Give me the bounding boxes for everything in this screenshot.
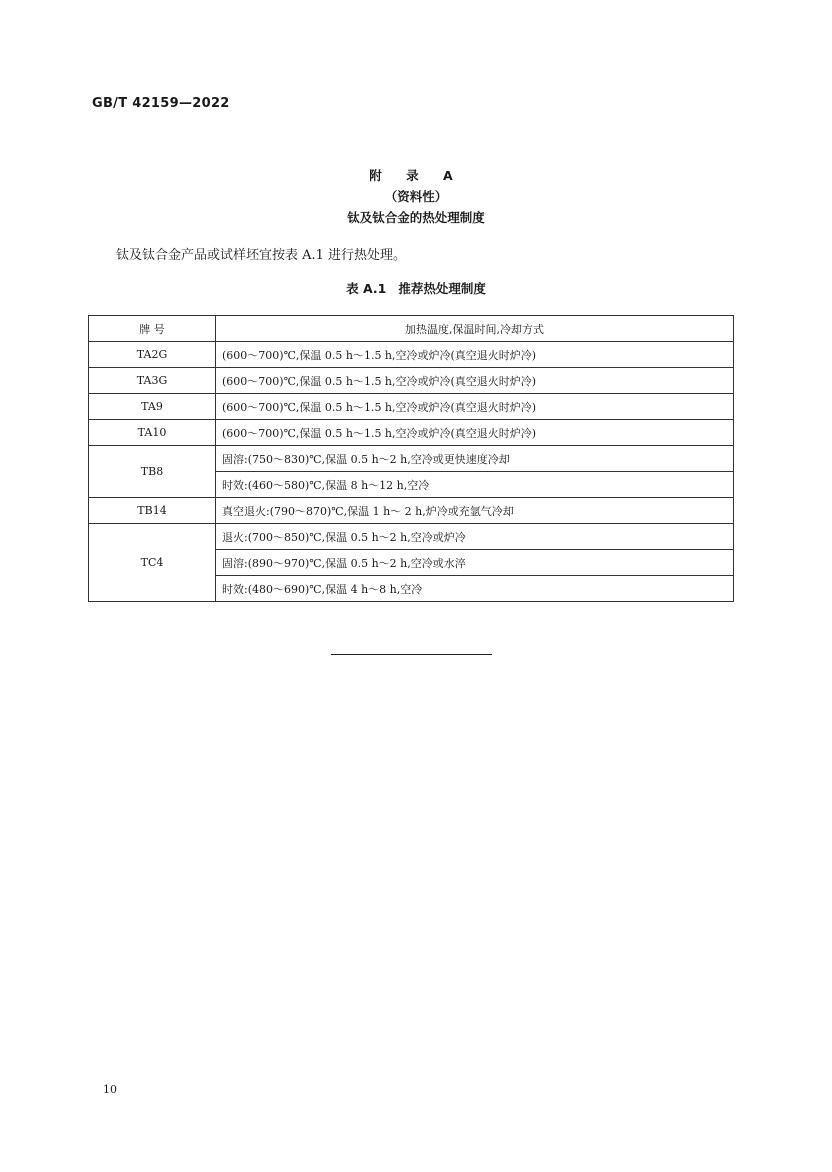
table-caption — [0, 280, 832, 298]
table-row — [89, 446, 734, 472]
table-row — [89, 394, 734, 420]
process-cell: 时效:(480～690)℃,保温 4 h～8 h,空冷 — [216, 576, 734, 602]
grade-cell: TB14 — [89, 498, 216, 524]
table-row — [89, 368, 734, 394]
document-code: GB/T 42159—2022 — [92, 96, 230, 111]
process-cell: (600～700)℃,保温 0.5 h～1.5 h,空冷或炉冷(真空退火时炉冷) — [216, 394, 734, 420]
table-row — [89, 524, 734, 550]
intro-paragraph: 钛及钛合金产品或试样坯宜按表 A.1 进行热处理。 — [116, 248, 407, 263]
table-number: 表 A.1 — [346, 281, 387, 296]
table-row — [89, 342, 734, 368]
process-cell: 时效:(460～580)℃,保温 8 h～12 h,空冷 — [216, 472, 734, 498]
appendix-heading — [0, 165, 832, 228]
end-rule — [331, 654, 492, 655]
grade-cell: TA3G — [89, 368, 216, 394]
header-grade: 牌 号 — [89, 316, 216, 342]
process-cell: 固溶:(750～830)℃,保温 0.5 h～2 h,空冷或更快速度冷却 — [216, 446, 734, 472]
grade-cell: TC4 — [89, 524, 216, 602]
grade-cell: TB8 — [89, 446, 216, 498]
table-row — [89, 420, 734, 446]
table-title: 推荐热处理制度 — [398, 281, 486, 296]
process-cell: 退火:(700～850)℃,保温 0.5 h～2 h,空冷或炉冷 — [216, 524, 734, 550]
appendix-title: 钛及钛合金的热处理制度 — [347, 210, 485, 225]
header-process: 加热温度,保温时间,冷却方式 — [216, 316, 734, 342]
process-cell: 固溶:(890～970)℃,保温 0.5 h～2 h,空冷或水淬 — [216, 550, 734, 576]
page-number: 10 — [103, 1083, 117, 1096]
process-cell: (600～700)℃,保温 0.5 h～1.5 h,空冷或炉冷(真空退火时炉冷) — [216, 368, 734, 394]
process-cell: (600～700)℃,保温 0.5 h～1.5 h,空冷或炉冷(真空退火时炉冷) — [216, 342, 734, 368]
heat-treatment-table — [88, 315, 734, 602]
grade-cell: TA2G — [89, 342, 216, 368]
grade-cell: TA10 — [89, 420, 216, 446]
grade-cell: TA9 — [89, 394, 216, 420]
appendix-nature: （资料性） — [384, 189, 448, 204]
table-header-row — [89, 316, 734, 342]
table-row — [89, 498, 734, 524]
process-cell: 真空退火:(790～870)℃,保温 1 h～ 2 h,炉冷或充氩气冷却 — [216, 498, 734, 524]
process-cell: (600～700)℃,保温 0.5 h～1.5 h,空冷或炉冷(真空退火时炉冷) — [216, 420, 734, 446]
appendix-label: 附 录 A — [369, 168, 463, 183]
table-body — [89, 342, 734, 602]
